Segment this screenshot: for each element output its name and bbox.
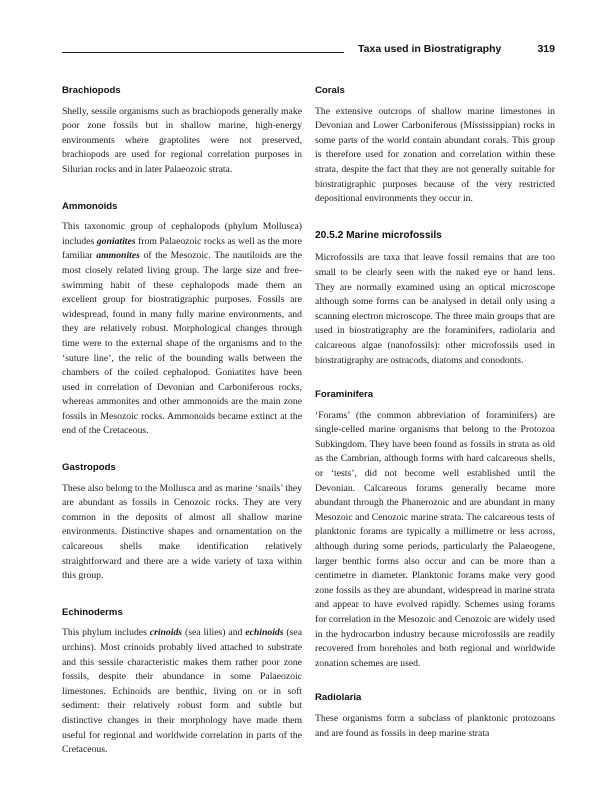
heading-corals: Corals — [315, 85, 345, 96]
paragraph-brachiopods: Shelly, sessile organisms such as brachiopods generally make poor zone fossils but in shallow marine, high-energy environments where graptolites were not preserved, brachiopods are used for regional correlation purposes in Silurian rocks and in later Palaeozoic strata. — [62, 105, 302, 175]
header-rule — [62, 52, 344, 53]
term-crinoids: crinoids — [149, 627, 183, 639]
paragraph-corals: The extensive outcrops of shallow marine limestones in Devonian and Lower Carboniferous (Mississippian) rocks in some parts of the world contain abundant corals. This group is therefore used for zonation and correlation within these strata, despite the fact that they are not generally suitable for biostratigraphic purposes because of the very restricted depositional environments they occur in. — [315, 105, 555, 205]
ammonoids-text-b: from Palaeozoic rocks as well as the more familiar — [62, 235, 302, 262]
running-head — [358, 43, 555, 55]
heading-ammonoids: Ammonoids — [62, 200, 118, 212]
heading-gastropods: Gastropods — [62, 462, 116, 474]
heading-foraminifera: Foraminifera — [315, 389, 374, 401]
page-number: 319 — [537, 43, 555, 55]
paragraph-echinoderms — [62, 626, 302, 757]
heading-radiolaria: Radiolaria — [315, 692, 362, 704]
term-ammonites: ammonites — [96, 250, 140, 262]
heading-brachiopods: Brachiopods — [62, 85, 121, 96]
paragraph-foraminifera: ‘Forams’ (the common abbreviation of foraminifers) are single-celled marine organisms that belong to the Protozoa Subkingdom. They have been found as fossils in strata as old as the Cambrian, although forms with hard calcareous shells, or ‘tests’, did not become well established until the Devonian. Calcareous forams generally became more abundant through the Phanerozoic and are abundant in many Mesozoic and Cenozoic marine strata. The calcareous tests of planktonic forams are typically a millimetre or less across, although during some periods, particularly the Palaeogene, larger benthic forms also occur and can be more than a centimetre in diameter. Planktonic forams make very good zone fossils as they are abundant, widespread in marine strata and appear to have evolved rapidly. Schemes using forams for correlation in the Mesozoic and Cenozoic are widely used in the hydrocarbon industry because microfossils are readily recovered from boreholes and both regional and worldwide zonation schemes are used. — [315, 409, 555, 669]
ammonoids-text-a: This taxonomic group of cephalopods (phylum Mollusca) includes — [62, 221, 302, 247]
paragraph-marine-microfossils: Microfossils are taxa that leave fossil remains that are too small to be clearly seen with the naked eye or hand lens. They are normally examined using an optical microscope although some forms can be analysed in detail only using a scanning electron microscope. The three main groups that are used in biostratigraphy are the foraminifers, radiolaria and calcareous algae (nanofossils): other microfossils used in biostratigraphy are ostracods, diatoms and conodonts. — [315, 252, 555, 366]
echinoderms-text-b: (sea lilies) and — [182, 627, 246, 639]
ammonoids-text-c: of the Mesozoic. The nautiloids are the most closely related living group. The large size and free-swimming habit of these cephalopods made them an excellent group for biostratigraphic purposes. Fossils are widespread, found in many fully marine environments, and they are relatively robust. Morphological changes through time were to the external shape of the organisms and to the ‘suture line’, the relic of the bounding walls between the chambers of the coiled cephalopod. Goniatites have been used in correlation of Devonian and Carboniferous rocks, whereas ammonites and other ammonoids are the main zone fossils in Mesozoic rocks. Ammonoids became extinct at the end of the Cretaceous. — [62, 250, 302, 437]
running-head-title: Taxa used in Biostratigraphy — [358, 43, 502, 55]
right-column — [315, 84, 555, 741]
paragraph-ammonoids — [62, 220, 302, 439]
paragraph-radiolaria: These organisms form a subclass of planktonic protozoans and are found as fossils in deep marine strata — [315, 712, 555, 739]
echinoderms-text-a: This phylum includes — [62, 627, 150, 639]
echinoderms-text-c: (sea urchins). Most crinoids probably lived attached to substrate and this sessile characteristic makes them rather poor zone fossils, despite their abundance in some Palaeozoic limestones. Echinoids are benthic, living on or in soft sediment: their relatively robust form and subtle but distinctive changes in their morphology have made them useful for regional and worldwide correlation in parts of the Cretaceous. — [62, 627, 302, 756]
term-goniatites: goniatites — [96, 235, 136, 247]
paragraph-gastropods: These also belong to the Mollusca and as marine ‘snails’ they are abundant as fossils in Cenozoic rocks. They are very common in the deposits of almost all shallow marine environments. Distinctive shapes and ornamentation on the calcareous shells make identification relatively straightforward and there are a wide variety of taxa within this group. — [62, 482, 302, 582]
heading-echinoderms: Echinoderms — [62, 606, 123, 618]
section-heading-marine-microfossils: 20.5.2 Marine microfossils — [315, 229, 442, 241]
left-column — [62, 84, 302, 758]
term-echinoids: echinoids — [245, 627, 284, 639]
